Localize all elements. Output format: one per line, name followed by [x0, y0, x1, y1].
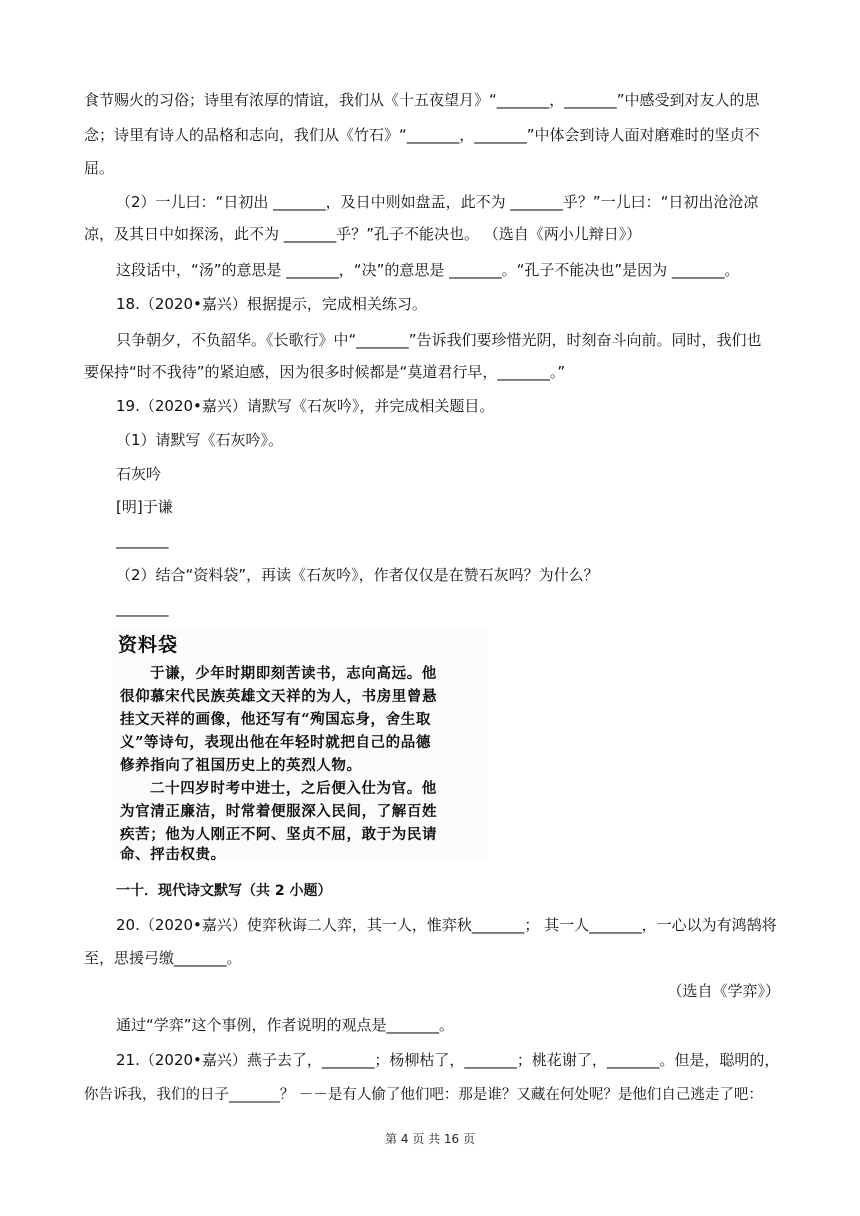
- info-row: 很仰慕宋代民族英雄文天祥的为人，书房里曾悬: [120, 688, 438, 705]
- line-15: （2）结合“资料袋”，再读《石灰吟》，作者仅仅是在赞石灰吗？为什么？: [116, 566, 599, 584]
- info-row: 于谦，少年时期即刻苦读书，志向高远。他: [150, 665, 437, 682]
- info-row: 挂文天祥的画像，他还写有“殉国忘身，舍生取: [120, 711, 431, 728]
- q20-line-4: 通过“学弈”这个事例，作者说明的观点是_______。: [116, 1016, 455, 1034]
- q20-source: （选自《学弈》）: [667, 982, 780, 1000]
- line-4: （2）一儿曰：“日初出 _______，及日中则如盘盂，此不为 _______乎？”一儿曰：“日初出沧沧凉: [116, 193, 759, 211]
- q20-line-2: 至，思援弓缴_______。: [84, 949, 242, 967]
- page-footer: 第 4 页 共 16 页: [385, 1132, 475, 1146]
- info-row: 疾苦；他为人刚正不阿、坚贞不屈，敢于为民请: [120, 826, 438, 843]
- q21-line-2: 你告诉我，我们的日子_______？ －－是有人偷了他们吧：那是谁？又藏在何处呢？是他们自己逃走了吧：: [84, 1087, 763, 1103]
- line-3: 屈。: [84, 159, 115, 177]
- poem-author: [明]于谦: [116, 498, 173, 516]
- line-11: （1）请默写《石灰吟》。: [116, 431, 284, 449]
- info-row: 修养指向了祖国历史上的英烈人物。: [120, 757, 362, 774]
- info-row: 命、抨击权贵。: [120, 846, 226, 863]
- info-box-title: 资料袋: [118, 634, 179, 656]
- line-8: 只争朝夕，不负韶华。《长歌行》中“_______”告诉我们要珍惜光阴，时刻奋斗向前。同时，我们也: [116, 331, 762, 349]
- line-6: 这段话中，“汤”的意思是 _______，“决”的意思是 _______。“孔子不能决也”是因为 _______。: [116, 261, 740, 279]
- q19-title: 19.（2020•嘉兴）请默写《石灰吟》，并完成相关题目。: [116, 397, 495, 415]
- info-box-image: [112, 628, 488, 863]
- info-row: 二十四岁时考中进士，之后便入仕为官。他: [150, 780, 437, 797]
- info-row: 为官清正廉洁，时常着便服深入民间，了解百姓: [120, 803, 438, 820]
- q21-line-1: 21.（2020•嘉兴）燕子去了，_______；杨柳枯了，_______；桃花谢了，_______。但是，聪明的，: [116, 1051, 780, 1069]
- line-5: 凉，及其日中如探汤，此不为 _______乎？”孔子不能决也。 （选自《两小儿辩日》）: [84, 225, 642, 243]
- section-heading: 一十．现代诗文默写（共 2 小题）: [116, 883, 332, 899]
- poem-title: 石灰吟: [116, 465, 162, 483]
- info-row: 义”等诗句，表现出他在年轻时就把自己的品德: [120, 734, 431, 751]
- q20-line-1: 20.（2020•嘉兴）使弈秋诲二人弈，其一人，惟弈秋_______； 其一人_______，一心以为有鸿鹄将: [116, 916, 777, 934]
- line-2: 念；诗里有诗人的品格和志向，我们从《竹石》“_______，_______”中体会到诗人面对磨难时的坚贞不: [84, 126, 760, 144]
- line-1: 食节赐火的习俗；诗里有浓厚的情谊，我们从《十五夜望月》“_______，_______”中感受到对友人的思: [84, 91, 760, 109]
- answer-blank-1: _______: [116, 531, 169, 549]
- answer-blank-2: _______: [116, 599, 169, 617]
- q18-title: 18.（2020•嘉兴）根据提示，完成相关练习。: [116, 295, 427, 313]
- line-9: 要保持“时不我待”的紧迫感，因为很多时候都是“莫道君行早，_______。”: [84, 363, 566, 381]
